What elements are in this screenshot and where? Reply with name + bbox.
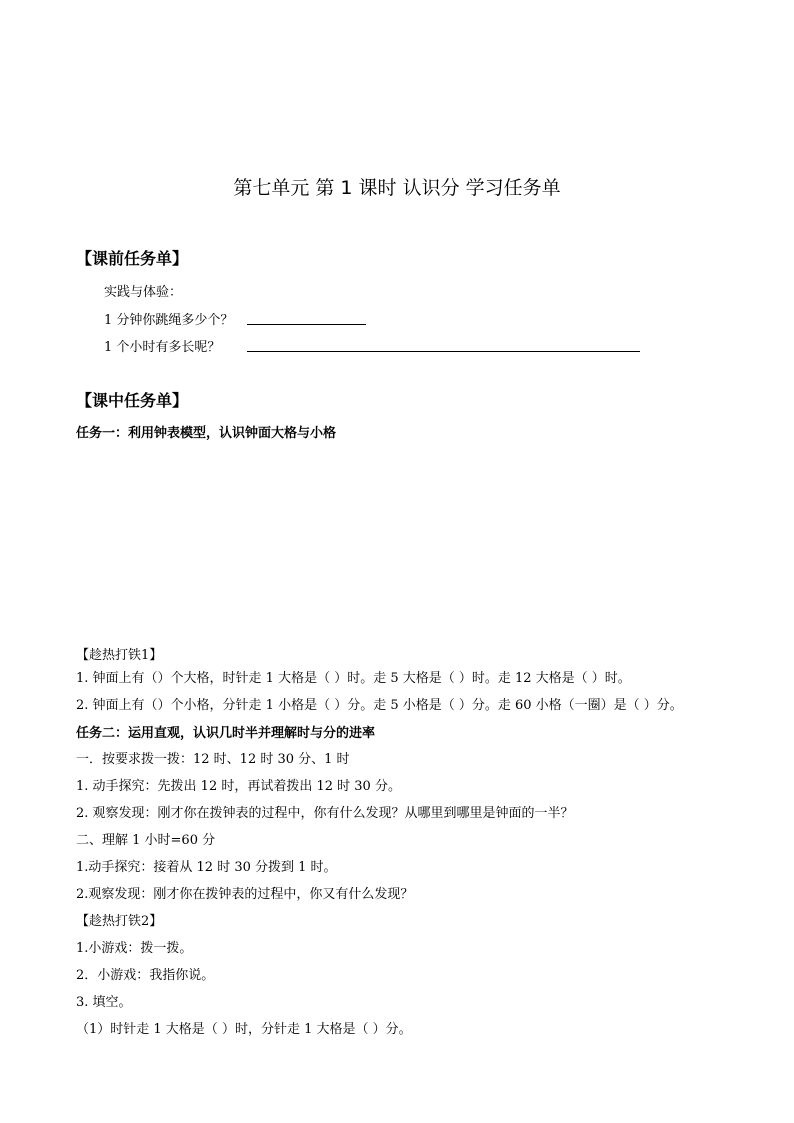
- answer-blank-1[interactable]: [247, 324, 366, 325]
- practice-2-item-1: 1.小游戏：拨一拨。: [76, 941, 193, 956]
- practice-1-item-1: 1. 钟面上有（）个大格，时针走 1 大格是（ ）时。走 5 大格是（ ）时。走 12 大格是（ ）时。: [76, 671, 631, 686]
- part-2-item-2: 2.观察发现：刚才你在拨钟表的过程中，你又有什么发现？: [76, 887, 414, 902]
- pre-class-question-2: 1 个小时有多长呢？: [104, 340, 221, 355]
- task-2-heading: 任务二：运用直观，认识几时半并理解时与分的进率: [76, 726, 376, 741]
- practice-1-item-2: 2. 钟面上有（）个小格，分针走 1 小格是（ ）分。走 5 小格是（ ）分。走 60 小格（一圈）是（ ）分。: [76, 698, 683, 713]
- pre-class-question-1: 1 分钟你跳绳多少个？: [104, 313, 234, 328]
- part-1-heading: 一．按要求拨一拨：12 时、12 时 30 分、1 时: [76, 752, 350, 767]
- pre-class-heading: 【课前任务单】: [76, 249, 189, 268]
- practice-2-item-3: 3. 填空。: [76, 995, 132, 1010]
- pre-class-intro: 实践与体验：: [104, 285, 183, 300]
- practice-2-item-2: 2．小游戏：我指你说。: [76, 968, 215, 983]
- practice-2-item-4: （1）时针走 1 大格是（ ）时，分针走 1 大格是（ ）分。: [76, 1022, 412, 1037]
- part-2-item-1: 1.动手探究：接着从 12 时 30 分拨到 1 时。: [76, 860, 337, 875]
- task-1-heading: 任务一：利用钟表模型，认识钟面大格与小格: [76, 426, 337, 441]
- practice-2-label: 【趁热打铁2】: [76, 914, 163, 929]
- part-1-item-1: 1. 动手探究：先拨出 12 时，再试着拨出 12 时 30 分。: [76, 779, 401, 794]
- part-1-item-2: 2. 观察发现：刚才你在拨钟表的过程中，你有什么发现？从哪里到哪里是钟面的一半？: [76, 806, 574, 821]
- practice-1-label: 【趁热打铁1】: [76, 648, 163, 663]
- in-class-heading: 【课中任务单】: [76, 391, 189, 410]
- page-title: 第七单元 第 1 课时 认识分 学习任务单: [233, 177, 561, 199]
- part-2-heading: 二、理解 1 小时=60 分: [76, 833, 216, 848]
- answer-blank-2[interactable]: [247, 351, 640, 352]
